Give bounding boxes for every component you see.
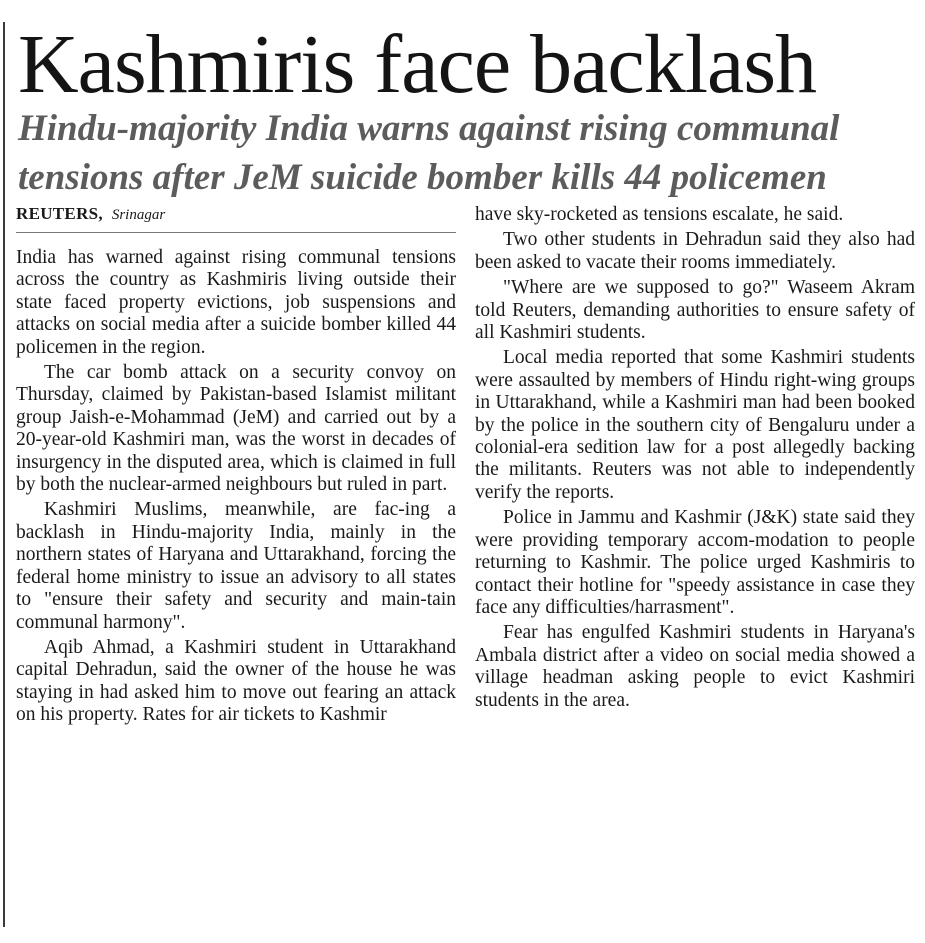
column-rule bbox=[3, 22, 5, 927]
paragraph: "Where are we supposed to go?" Waseem Akram told Reuters, demanding authorities to ensure safety of all Kashmiri students. bbox=[475, 277, 915, 344]
subheadline: Hindu-majority India warns against rising communal tensions after JeM suicide bomber kills 44 policemen bbox=[18, 108, 840, 198]
article-column-left bbox=[16, 202, 456, 730]
paragraph: Police in Jammu and Kashmir (J&K) state said they were providing temporary accom-modation to people returning to Kashmir. The police urged Kashmiris to contact their hotline for "speedy assistance in case they face any difficulties/harrasment". bbox=[475, 507, 915, 618]
headline: Kashmiris face backlash bbox=[18, 18, 817, 111]
paragraph: India has warned against rising communal tensions across the country as Kashmiris living outside their state faced property evictions, job suspensions and attacks on social media after a suicide bomber killed 44 policemen in the region. bbox=[16, 247, 456, 358]
paragraph-continued: have sky-rocketed as tensions escalate, he said. bbox=[475, 204, 844, 225]
paragraph: Two other students in Dehradun said they also had been asked to vacate their rooms immediately. bbox=[475, 229, 915, 273]
byline-agency: REUTERS, bbox=[16, 204, 103, 223]
paragraph: Aqib Ahmad, a Kashmiri student in Uttarakhand capital Dehradun, said the owner of the house he was staying in had asked him to move out fearing an attack on his property. Rates for air tickets to Kashmir bbox=[16, 636, 456, 726]
article-column-right bbox=[475, 204, 915, 715]
paragraph: Local media reported that some Kashmiri students were assaulted by members of Hindu right-wing groups in Uttarakhand, while a Kashmiri man had been booked by the police in the southern city of Bengaluru under a colonial-era sedition law for a post allegedly backing the militants. Reuters was not able to independently verify the reports. bbox=[475, 347, 915, 503]
paragraph: Kashmiri Muslims, meanwhile, are fac-ing a backlash in Hindu-majority India, mainly in the northern states of Haryana and Uttarakhand, forcing the federal home ministry to issue an advisory to all states to "ensure their safety and security and main-tain communal harmony". bbox=[16, 499, 456, 633]
paragraph: The car bomb attack on a security convoy on Thursday, claimed by Pakistan-based Islamist militant group Jaish-e-Mohammad (JeM) and carried out by a 20-year-old Kashmiri man, was the worst in decades of insurgency in the disputed area, which is claimed in full by both the nuclear-armed neighbours but ruled in part. bbox=[16, 362, 456, 496]
byline bbox=[16, 202, 456, 233]
byline-location: Srinagar bbox=[111, 207, 166, 223]
paragraph: Fear has engulfed Kashmiri students in Haryana's Ambala district after a video on social media showed a village headman asking people to evict Kashmiri students in the area. bbox=[475, 622, 915, 711]
